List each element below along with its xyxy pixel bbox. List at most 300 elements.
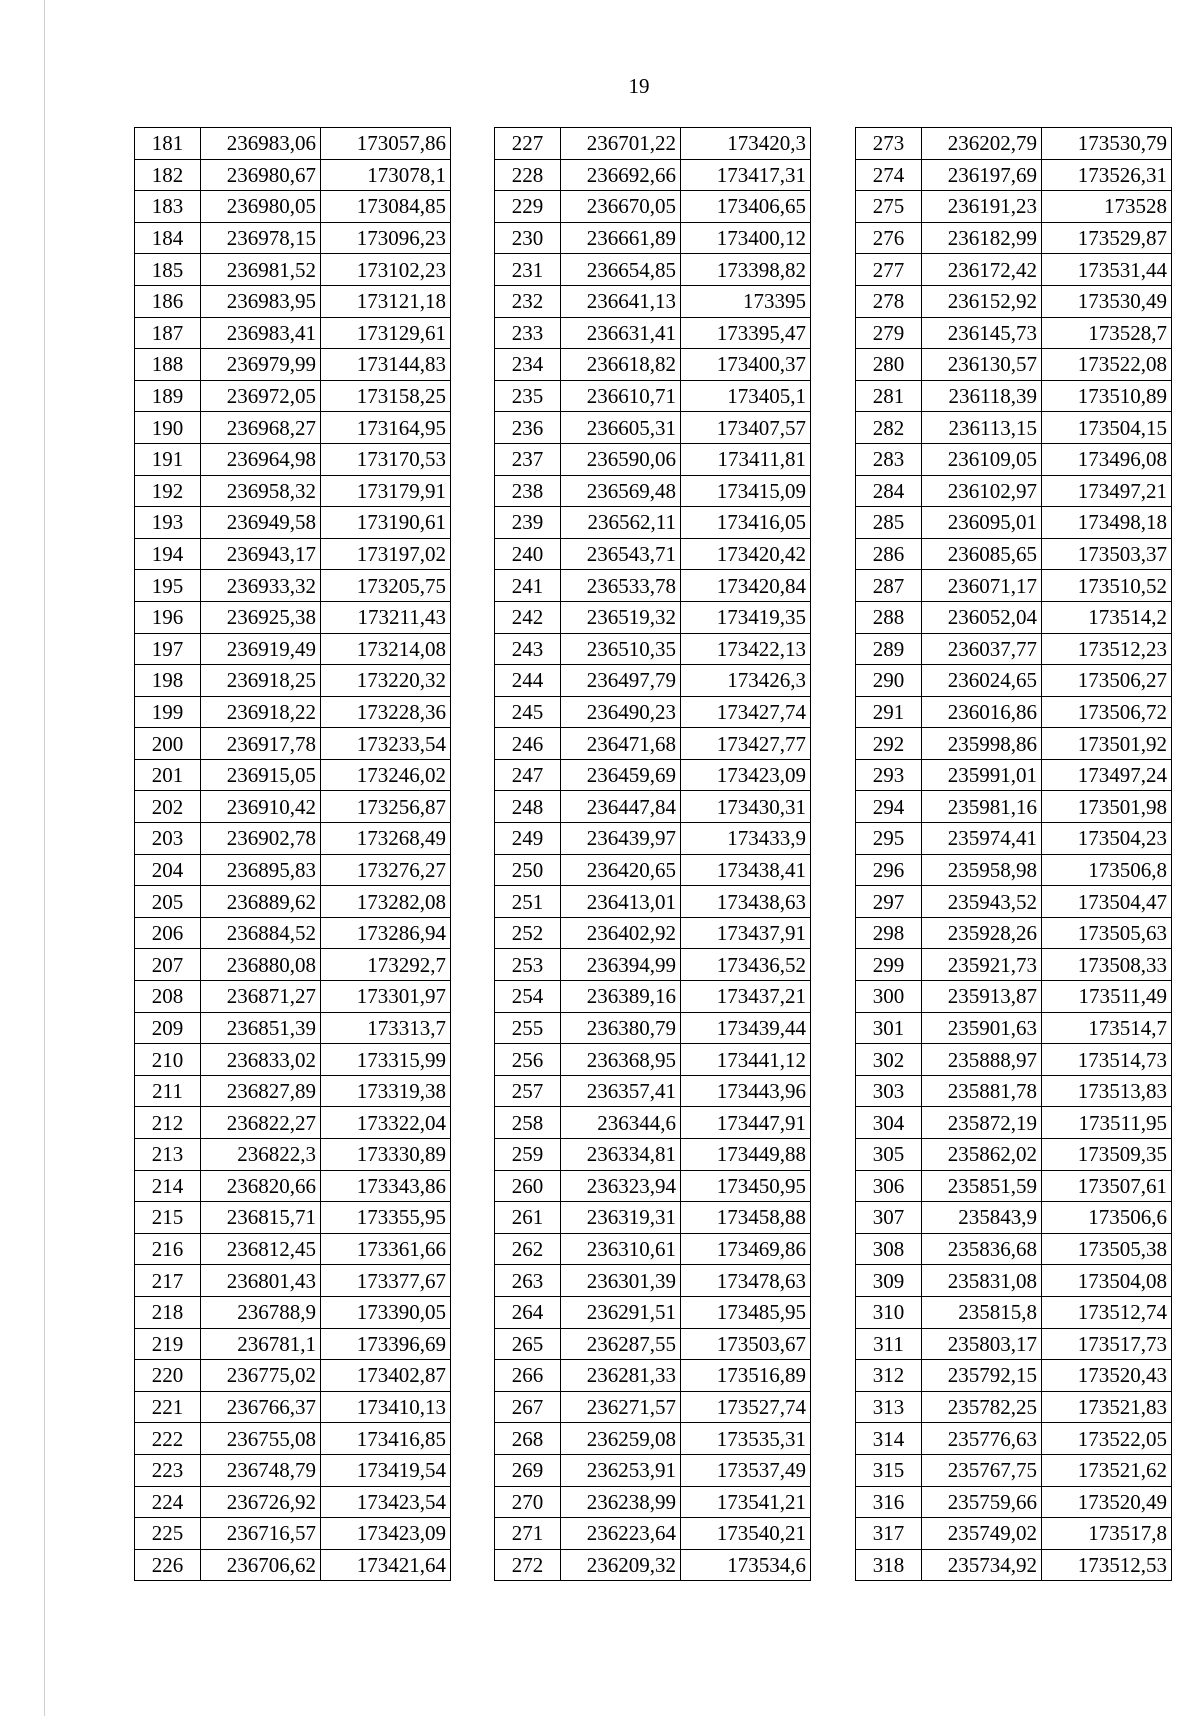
x-coordinate-cell: 236949,58	[201, 507, 321, 539]
table-row	[856, 1391, 1172, 1423]
y-coordinate-cell: 173439,44	[681, 1012, 811, 1044]
y-coordinate-cell: 173282,08	[321, 886, 451, 918]
y-coordinate-cell: 173503,67	[681, 1328, 811, 1360]
table-row	[135, 1170, 451, 1202]
table-row	[856, 570, 1172, 602]
point-number-cell: 204	[135, 854, 201, 886]
x-coordinate-cell: 236605,31	[561, 412, 681, 444]
point-number-cell: 271	[495, 1518, 561, 1550]
y-coordinate-cell: 173102,23	[321, 254, 451, 286]
point-number-cell: 240	[495, 538, 561, 570]
x-coordinate-cell: 236822,3	[201, 1139, 321, 1171]
point-number-cell: 238	[495, 475, 561, 507]
point-number-cell: 290	[856, 665, 922, 697]
y-coordinate-cell: 173343,86	[321, 1170, 451, 1202]
table-row	[135, 823, 451, 855]
y-coordinate-cell: 173501,92	[1042, 728, 1172, 760]
x-coordinate-cell: 236726,92	[201, 1486, 321, 1518]
x-coordinate-cell: 236291,51	[561, 1296, 681, 1328]
table-row	[856, 159, 1172, 191]
table-row	[495, 696, 811, 728]
point-number-cell: 209	[135, 1012, 201, 1044]
table-row	[495, 254, 811, 286]
table-row	[495, 159, 811, 191]
table-row	[495, 475, 811, 507]
table-row	[135, 1012, 451, 1044]
y-coordinate-cell: 173508,33	[1042, 949, 1172, 981]
point-number-cell: 219	[135, 1328, 201, 1360]
table-row	[856, 854, 1172, 886]
x-coordinate-cell: 235759,66	[922, 1486, 1042, 1518]
table-row	[856, 1012, 1172, 1044]
point-number-cell: 232	[495, 285, 561, 317]
y-coordinate-cell: 173301,97	[321, 981, 451, 1013]
table-row	[856, 981, 1172, 1013]
table-row	[856, 601, 1172, 633]
y-coordinate-cell: 173450,95	[681, 1170, 811, 1202]
point-number-cell: 266	[495, 1360, 561, 1392]
x-coordinate-cell: 236748,79	[201, 1454, 321, 1486]
point-number-cell: 237	[495, 443, 561, 475]
y-coordinate-cell: 173449,88	[681, 1139, 811, 1171]
x-coordinate-cell: 235815,8	[922, 1296, 1042, 1328]
x-coordinate-cell: 236182,99	[922, 222, 1042, 254]
table-row	[135, 601, 451, 633]
y-coordinate-cell: 173419,35	[681, 601, 811, 633]
table-row	[135, 507, 451, 539]
y-coordinate-cell: 173504,15	[1042, 412, 1172, 444]
table-row	[135, 1107, 451, 1139]
point-number-cell: 295	[856, 823, 922, 855]
table-row	[135, 475, 451, 507]
table-row	[135, 1391, 451, 1423]
x-coordinate-cell: 236037,77	[922, 633, 1042, 665]
y-coordinate-cell: 173220,32	[321, 665, 451, 697]
x-coordinate-cell: 236895,83	[201, 854, 321, 886]
point-number-cell: 205	[135, 886, 201, 918]
y-coordinate-cell: 173506,6	[1042, 1202, 1172, 1234]
x-coordinate-cell: 236334,81	[561, 1139, 681, 1171]
point-number-cell: 277	[856, 254, 922, 286]
table-row	[135, 665, 451, 697]
point-number-cell: 192	[135, 475, 201, 507]
table-row	[135, 570, 451, 602]
table-row	[856, 759, 1172, 791]
y-coordinate-cell: 173233,54	[321, 728, 451, 760]
y-coordinate-cell: 173530,49	[1042, 285, 1172, 317]
x-coordinate-cell: 236319,31	[561, 1202, 681, 1234]
x-coordinate-cell: 236983,41	[201, 317, 321, 349]
x-coordinate-cell: 236102,97	[922, 475, 1042, 507]
y-coordinate-cell: 173469,86	[681, 1233, 811, 1265]
table-row	[495, 1549, 811, 1581]
point-number-cell: 249	[495, 823, 561, 855]
table-row	[495, 665, 811, 697]
table-row	[135, 317, 451, 349]
x-coordinate-cell: 236447,84	[561, 791, 681, 823]
x-coordinate-cell: 236701,22	[561, 128, 681, 160]
table-row	[135, 1328, 451, 1360]
table-row	[856, 349, 1172, 381]
point-number-cell: 207	[135, 949, 201, 981]
point-number-cell: 254	[495, 981, 561, 1013]
y-coordinate-cell: 173416,85	[321, 1423, 451, 1455]
table-row	[135, 380, 451, 412]
point-number-cell: 289	[856, 633, 922, 665]
y-coordinate-cell: 173423,09	[321, 1518, 451, 1550]
y-coordinate-cell: 173407,57	[681, 412, 811, 444]
y-coordinate-cell: 173420,42	[681, 538, 811, 570]
x-coordinate-cell: 236654,85	[561, 254, 681, 286]
point-number-cell: 244	[495, 665, 561, 697]
x-coordinate-cell: 236223,64	[561, 1518, 681, 1550]
point-number-cell: 283	[856, 443, 922, 475]
x-coordinate-cell: 236902,78	[201, 823, 321, 855]
point-number-cell: 311	[856, 1328, 922, 1360]
y-coordinate-cell: 173504,47	[1042, 886, 1172, 918]
x-coordinate-cell: 236394,99	[561, 949, 681, 981]
point-number-cell: 199	[135, 696, 201, 728]
x-coordinate-cell: 236918,22	[201, 696, 321, 728]
x-coordinate-cell: 236569,48	[561, 475, 681, 507]
point-number-cell: 318	[856, 1549, 922, 1581]
table-row	[495, 1486, 811, 1518]
x-coordinate-cell: 236968,27	[201, 412, 321, 444]
point-number-cell: 278	[856, 285, 922, 317]
table-row	[495, 1107, 811, 1139]
table-row	[856, 317, 1172, 349]
y-coordinate-cell: 173521,62	[1042, 1454, 1172, 1486]
y-coordinate-cell: 173361,66	[321, 1233, 451, 1265]
y-coordinate-cell: 173400,37	[681, 349, 811, 381]
y-coordinate-cell: 173485,95	[681, 1296, 811, 1328]
point-number-cell: 265	[495, 1328, 561, 1360]
table-row	[856, 1107, 1172, 1139]
table-row	[495, 981, 811, 1013]
x-coordinate-cell: 236130,57	[922, 349, 1042, 381]
x-coordinate-cell: 236510,35	[561, 633, 681, 665]
point-number-cell: 310	[856, 1296, 922, 1328]
table-row	[135, 759, 451, 791]
table-row	[856, 1328, 1172, 1360]
x-coordinate-cell: 236692,66	[561, 159, 681, 191]
y-coordinate-cell: 173527,74	[681, 1391, 811, 1423]
x-coordinate-cell: 236052,04	[922, 601, 1042, 633]
point-number-cell: 306	[856, 1170, 922, 1202]
y-coordinate-cell: 173458,88	[681, 1202, 811, 1234]
x-coordinate-cell: 236979,99	[201, 349, 321, 381]
x-coordinate-cell: 236610,71	[561, 380, 681, 412]
y-coordinate-cell: 173415,09	[681, 475, 811, 507]
table-row	[135, 349, 451, 381]
point-number-cell: 281	[856, 380, 922, 412]
y-coordinate-cell: 173211,43	[321, 601, 451, 633]
y-coordinate-cell: 173447,91	[681, 1107, 811, 1139]
table-row	[135, 949, 451, 981]
x-coordinate-cell: 236145,73	[922, 317, 1042, 349]
table-row	[495, 823, 811, 855]
table-row	[856, 1202, 1172, 1234]
y-coordinate-cell: 173505,38	[1042, 1233, 1172, 1265]
y-coordinate-cell: 173427,74	[681, 696, 811, 728]
table-row	[135, 159, 451, 191]
x-coordinate-cell: 236413,01	[561, 886, 681, 918]
x-coordinate-cell: 236490,23	[561, 696, 681, 728]
table-row	[135, 1296, 451, 1328]
point-number-cell: 193	[135, 507, 201, 539]
point-number-cell: 287	[856, 570, 922, 602]
x-coordinate-cell: 236543,71	[561, 538, 681, 570]
point-number-cell: 221	[135, 1391, 201, 1423]
y-coordinate-cell: 173526,31	[1042, 159, 1172, 191]
table-row	[495, 601, 811, 633]
point-number-cell: 315	[856, 1454, 922, 1486]
point-number-cell: 250	[495, 854, 561, 886]
y-coordinate-cell: 173529,87	[1042, 222, 1172, 254]
x-coordinate-cell: 235803,17	[922, 1328, 1042, 1360]
table-row	[495, 222, 811, 254]
point-number-cell: 314	[856, 1423, 922, 1455]
point-number-cell: 300	[856, 981, 922, 1013]
table-row	[495, 443, 811, 475]
point-number-cell: 282	[856, 412, 922, 444]
y-coordinate-cell: 173514,2	[1042, 601, 1172, 633]
y-coordinate-cell: 173377,67	[321, 1265, 451, 1297]
y-coordinate-cell: 173541,21	[681, 1486, 811, 1518]
x-coordinate-cell: 236981,52	[201, 254, 321, 286]
table-row	[495, 317, 811, 349]
table-row	[856, 728, 1172, 760]
x-coordinate-cell: 236766,37	[201, 1391, 321, 1423]
y-coordinate-cell: 173057,86	[321, 128, 451, 160]
x-coordinate-cell: 235767,75	[922, 1454, 1042, 1486]
x-coordinate-cell: 236980,05	[201, 191, 321, 223]
point-number-cell: 213	[135, 1139, 201, 1171]
y-coordinate-cell: 173319,38	[321, 1075, 451, 1107]
page-margin-line	[44, 0, 45, 1716]
y-coordinate-cell: 173510,89	[1042, 380, 1172, 412]
table-row	[495, 570, 811, 602]
point-number-cell: 274	[856, 159, 922, 191]
x-coordinate-cell: 236820,66	[201, 1170, 321, 1202]
x-coordinate-cell: 235776,63	[922, 1423, 1042, 1455]
point-number-cell: 236	[495, 412, 561, 444]
y-coordinate-cell: 173506,72	[1042, 696, 1172, 728]
point-number-cell: 200	[135, 728, 201, 760]
point-number-cell: 210	[135, 1044, 201, 1076]
y-coordinate-cell: 173423,09	[681, 759, 811, 791]
x-coordinate-cell: 236917,78	[201, 728, 321, 760]
table-row	[135, 981, 451, 1013]
x-coordinate-cell: 236661,89	[561, 222, 681, 254]
y-coordinate-cell: 173504,23	[1042, 823, 1172, 855]
point-number-cell: 312	[856, 1360, 922, 1392]
x-coordinate-cell: 236827,89	[201, 1075, 321, 1107]
table-row	[135, 854, 451, 886]
y-coordinate-cell: 173313,7	[321, 1012, 451, 1044]
point-number-cell: 184	[135, 222, 201, 254]
y-coordinate-cell: 173315,99	[321, 1044, 451, 1076]
x-coordinate-cell: 235981,16	[922, 791, 1042, 823]
y-coordinate-cell: 173438,41	[681, 854, 811, 886]
point-number-cell: 269	[495, 1454, 561, 1486]
table-row	[135, 1044, 451, 1076]
table-row	[856, 1139, 1172, 1171]
y-coordinate-cell: 173505,63	[1042, 917, 1172, 949]
coordinates-table-2	[494, 127, 811, 1581]
x-coordinate-cell: 235958,98	[922, 854, 1042, 886]
y-coordinate-cell: 173427,77	[681, 728, 811, 760]
table-row	[856, 1360, 1172, 1392]
table-row	[135, 917, 451, 949]
point-number-cell: 316	[856, 1486, 922, 1518]
x-coordinate-cell: 236253,91	[561, 1454, 681, 1486]
table-row	[495, 633, 811, 665]
point-number-cell: 268	[495, 1423, 561, 1455]
point-number-cell: 302	[856, 1044, 922, 1076]
point-number-cell: 226	[135, 1549, 201, 1581]
point-number-cell: 187	[135, 317, 201, 349]
point-number-cell: 246	[495, 728, 561, 760]
table-row	[495, 1233, 811, 1265]
table-row	[495, 1360, 811, 1392]
point-number-cell: 267	[495, 1391, 561, 1423]
point-number-cell: 305	[856, 1139, 922, 1171]
x-coordinate-cell: 235862,02	[922, 1139, 1042, 1171]
y-coordinate-cell: 173498,18	[1042, 507, 1172, 539]
point-number-cell: 248	[495, 791, 561, 823]
point-number-cell: 222	[135, 1423, 201, 1455]
point-number-cell: 296	[856, 854, 922, 886]
y-coordinate-cell: 173507,61	[1042, 1170, 1172, 1202]
x-coordinate-cell: 236238,99	[561, 1486, 681, 1518]
point-number-cell: 251	[495, 886, 561, 918]
x-coordinate-cell: 235792,15	[922, 1360, 1042, 1392]
y-coordinate-cell: 173501,98	[1042, 791, 1172, 823]
y-coordinate-cell: 173420,84	[681, 570, 811, 602]
table-row	[856, 1454, 1172, 1486]
x-coordinate-cell: 236085,65	[922, 538, 1042, 570]
coordinates-table-3	[855, 127, 1172, 1581]
y-coordinate-cell: 173420,3	[681, 128, 811, 160]
x-coordinate-cell: 235843,9	[922, 1202, 1042, 1234]
table-row	[856, 1265, 1172, 1297]
point-number-cell: 293	[856, 759, 922, 791]
point-number-cell: 262	[495, 1233, 561, 1265]
point-number-cell: 188	[135, 349, 201, 381]
y-coordinate-cell: 173511,49	[1042, 981, 1172, 1013]
y-coordinate-cell: 173322,04	[321, 1107, 451, 1139]
y-coordinate-cell: 173422,13	[681, 633, 811, 665]
y-coordinate-cell: 173433,9	[681, 823, 811, 855]
x-coordinate-cell: 236833,02	[201, 1044, 321, 1076]
point-number-cell: 228	[495, 159, 561, 191]
point-number-cell: 286	[856, 538, 922, 570]
point-number-cell: 182	[135, 159, 201, 191]
x-coordinate-cell: 235782,25	[922, 1391, 1042, 1423]
point-number-cell: 303	[856, 1075, 922, 1107]
y-coordinate-cell: 173205,75	[321, 570, 451, 602]
x-coordinate-cell: 236958,32	[201, 475, 321, 507]
x-coordinate-cell: 236631,41	[561, 317, 681, 349]
y-coordinate-cell: 173396,69	[321, 1328, 451, 1360]
y-coordinate-cell: 173398,82	[681, 254, 811, 286]
x-coordinate-cell: 236497,79	[561, 665, 681, 697]
x-coordinate-cell: 236459,69	[561, 759, 681, 791]
table-row	[135, 191, 451, 223]
table-row	[495, 1518, 811, 1550]
table-row	[135, 696, 451, 728]
point-number-cell: 260	[495, 1170, 561, 1202]
point-number-cell: 231	[495, 254, 561, 286]
y-coordinate-cell: 173256,87	[321, 791, 451, 823]
y-coordinate-cell: 173144,83	[321, 349, 451, 381]
point-number-cell: 185	[135, 254, 201, 286]
table-row	[856, 633, 1172, 665]
point-number-cell: 197	[135, 633, 201, 665]
x-coordinate-cell: 235831,08	[922, 1265, 1042, 1297]
point-number-cell: 230	[495, 222, 561, 254]
y-coordinate-cell: 173516,89	[681, 1360, 811, 1392]
y-coordinate-cell: 173121,18	[321, 285, 451, 317]
table-row	[495, 1075, 811, 1107]
y-coordinate-cell: 173509,35	[1042, 1139, 1172, 1171]
table-row	[135, 1423, 451, 1455]
point-number-cell: 234	[495, 349, 561, 381]
point-number-cell: 201	[135, 759, 201, 791]
y-coordinate-cell: 173496,08	[1042, 443, 1172, 475]
table-row	[135, 1360, 451, 1392]
y-coordinate-cell: 173084,85	[321, 191, 451, 223]
y-coordinate-cell: 173164,95	[321, 412, 451, 444]
y-coordinate-cell: 173179,91	[321, 475, 451, 507]
x-coordinate-cell: 236788,9	[201, 1296, 321, 1328]
table-row	[495, 917, 811, 949]
table-row	[135, 791, 451, 823]
x-coordinate-cell: 235928,26	[922, 917, 1042, 949]
x-coordinate-cell: 236925,38	[201, 601, 321, 633]
x-coordinate-cell: 236871,27	[201, 981, 321, 1013]
table-row	[856, 665, 1172, 697]
y-coordinate-cell: 173528,7	[1042, 317, 1172, 349]
y-coordinate-cell: 173437,21	[681, 981, 811, 1013]
y-coordinate-cell: 173517,73	[1042, 1328, 1172, 1360]
x-coordinate-cell: 235943,52	[922, 886, 1042, 918]
y-coordinate-cell: 173419,54	[321, 1454, 451, 1486]
y-coordinate-cell: 173511,95	[1042, 1107, 1172, 1139]
x-coordinate-cell: 235901,63	[922, 1012, 1042, 1044]
point-number-cell: 284	[856, 475, 922, 507]
point-number-cell: 227	[495, 128, 561, 160]
point-number-cell: 299	[856, 949, 922, 981]
table-row	[495, 538, 811, 570]
x-coordinate-cell: 236323,94	[561, 1170, 681, 1202]
x-coordinate-cell: 236618,82	[561, 349, 681, 381]
table-row	[856, 1044, 1172, 1076]
x-coordinate-cell: 235749,02	[922, 1518, 1042, 1550]
x-coordinate-cell: 236109,05	[922, 443, 1042, 475]
table-row	[495, 1202, 811, 1234]
point-number-cell: 261	[495, 1202, 561, 1234]
y-coordinate-cell: 173517,8	[1042, 1518, 1172, 1550]
table-row	[135, 1518, 451, 1550]
point-number-cell: 191	[135, 443, 201, 475]
y-coordinate-cell: 173423,54	[321, 1486, 451, 1518]
point-number-cell: 253	[495, 949, 561, 981]
x-coordinate-cell: 236519,32	[561, 601, 681, 633]
point-number-cell: 189	[135, 380, 201, 412]
point-number-cell: 317	[856, 1518, 922, 1550]
